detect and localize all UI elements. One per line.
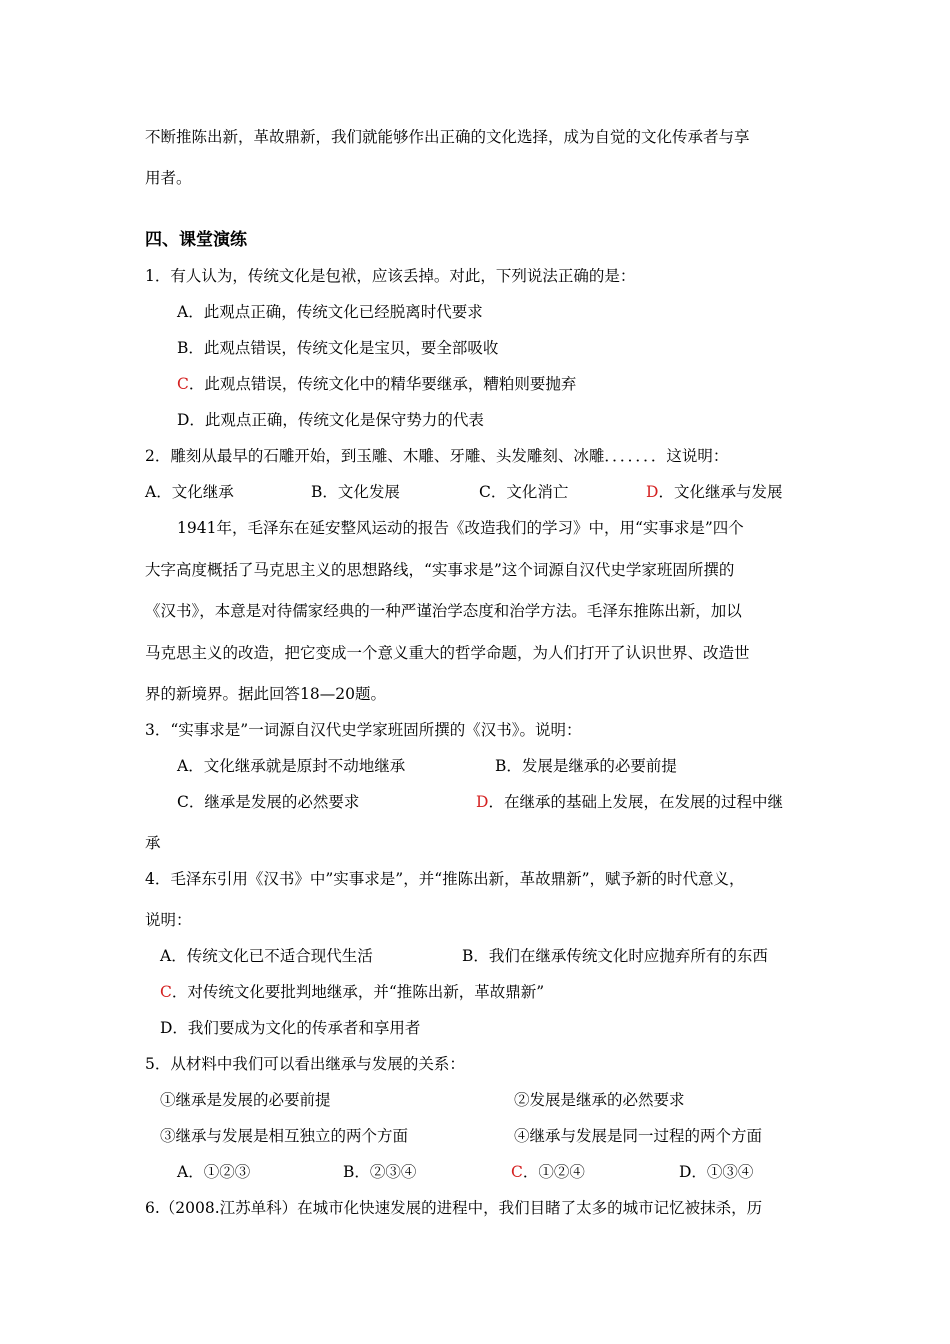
material-line-5: 界的新境界。据此回答18—20题。: [145, 685, 386, 703]
q4-option-d: D．我们要成为文化的传承者和享用者: [160, 1019, 421, 1037]
q3-option-a: A．文化继承就是原封不动地继承: [177, 757, 406, 775]
q1-option-b: B．此观点错误，传统文化是宝贝，要全部吸收: [177, 339, 499, 357]
q3-stem: 3．“实事求是”一词源自汉代史学家班固所撰的《汉书》。说明：: [145, 721, 582, 739]
q3-option-b: B．发展是继承的必要前提: [495, 757, 677, 775]
q2-answer-letter: D: [646, 483, 659, 501]
q5-option-c-text: ．①②④: [522, 1163, 585, 1181]
q2-option-b: B．文化发展: [311, 483, 400, 501]
q6-stem: 6.（2008.江苏单科）在城市化快速发展的进程中，我们目睹了太多的城市记忆被抹杀，历: [145, 1199, 763, 1217]
q2-option-d-text: ．文化继承与发展: [658, 483, 783, 501]
q2-stem: 2．雕刻从最早的石雕开始，到玉雕、木雕、牙雕、头发雕刻、冰雕．．．．．．．这说明：: [145, 447, 729, 465]
q5-answer-letter: C: [511, 1163, 523, 1181]
q4-option-a: A．传统文化已不适合现代生活: [160, 947, 373, 965]
q5-option-a: A．①②③: [177, 1163, 251, 1181]
q5-option-b: B．②③④: [343, 1163, 417, 1181]
q3-option-d-wrap: 承: [145, 834, 161, 852]
q1-option-d: D．此观点正确，传统文化是保守势力的代表: [177, 411, 484, 429]
q5-statement-3: ③继承与发展是相互独立的两个方面: [160, 1127, 409, 1145]
q1-option-a: A．此观点正确，传统文化已经脱离时代要求: [177, 303, 483, 321]
q4-stem-line-2: 说明：: [145, 911, 192, 929]
q3-answer-letter: D: [476, 793, 489, 811]
q5-stem: 5．从材料中我们可以看出继承与发展的关系：: [145, 1055, 465, 1073]
q2-option-c: C．文化消亡: [479, 483, 569, 501]
q5-statement-2: ②发展是继承的必然要求: [514, 1091, 685, 1109]
q4-stem-line-1: 4．毛泽东引用《汉书》中”实事求是”，并“推陈出新，革故鼎新”，赋予新的时代意义，: [145, 870, 745, 888]
section-heading: 四、课堂演练: [145, 230, 247, 250]
material-line-2: 大字高度概括了马克思主义的思想路线，“实事求是”这个词源自汉代史学家班固所撰的: [145, 561, 735, 579]
q4-option-c: [160, 982, 544, 1002]
q5-statement-4: ④继承与发展是同一过程的两个方面: [514, 1127, 763, 1145]
q1-stem: 1．有人认为，传统文化是包袱，应该丢掉。对此，下列说法正确的是：: [145, 267, 636, 285]
q5-statement-1: ①继承是发展的必要前提: [160, 1091, 331, 1109]
q3-option-c: C．继承是发展的必然要求: [177, 793, 360, 811]
material-line-3: 《汉书》，本意是对待儒家经典的一种严谨治学态度和治学方法。毛泽东推陈出新，加以: [145, 602, 742, 620]
q5-option-d: D．①③④: [679, 1163, 754, 1181]
q4-answer-letter: C: [160, 983, 172, 1001]
q4-option-b: B．我们在继承传统文化时应抛弃所有的东西: [462, 947, 768, 965]
q3-option-d-text: ．在继承的基础上发展，在发展的过程中继: [488, 793, 783, 811]
q4-option-c-text: ．对传统文化要批判地继承，并“推陈出新，革故鼎新”: [171, 983, 545, 1001]
intro-line-2: 用者。: [145, 169, 192, 187]
intro-line-1: 不断推陈出新，革故鼎新，我们就能够作出正确的文化选择，成为自觉的文化传承者与享: [145, 128, 750, 146]
q1-option-c: [177, 374, 576, 394]
material-line-4: 马克思主义的改造，把它变成一个意义重大的哲学命题，为人们打开了认识世界、改造世: [145, 644, 750, 662]
q2-option-a: A．文化继承: [145, 483, 234, 501]
q2-option-d: [646, 482, 782, 502]
q5-option-c: [511, 1162, 585, 1182]
q1-option-c-text: ．此观点错误，传统文化中的精华要继承，糟粕则要抛弃: [188, 375, 577, 393]
q3-option-d: [476, 792, 783, 812]
q1-answer-letter: C: [177, 375, 189, 393]
material-line-1: 1941年，毛泽东在延安整风运动的报告《改造我们的学习》中，用“实事求是”四个: [177, 519, 744, 537]
